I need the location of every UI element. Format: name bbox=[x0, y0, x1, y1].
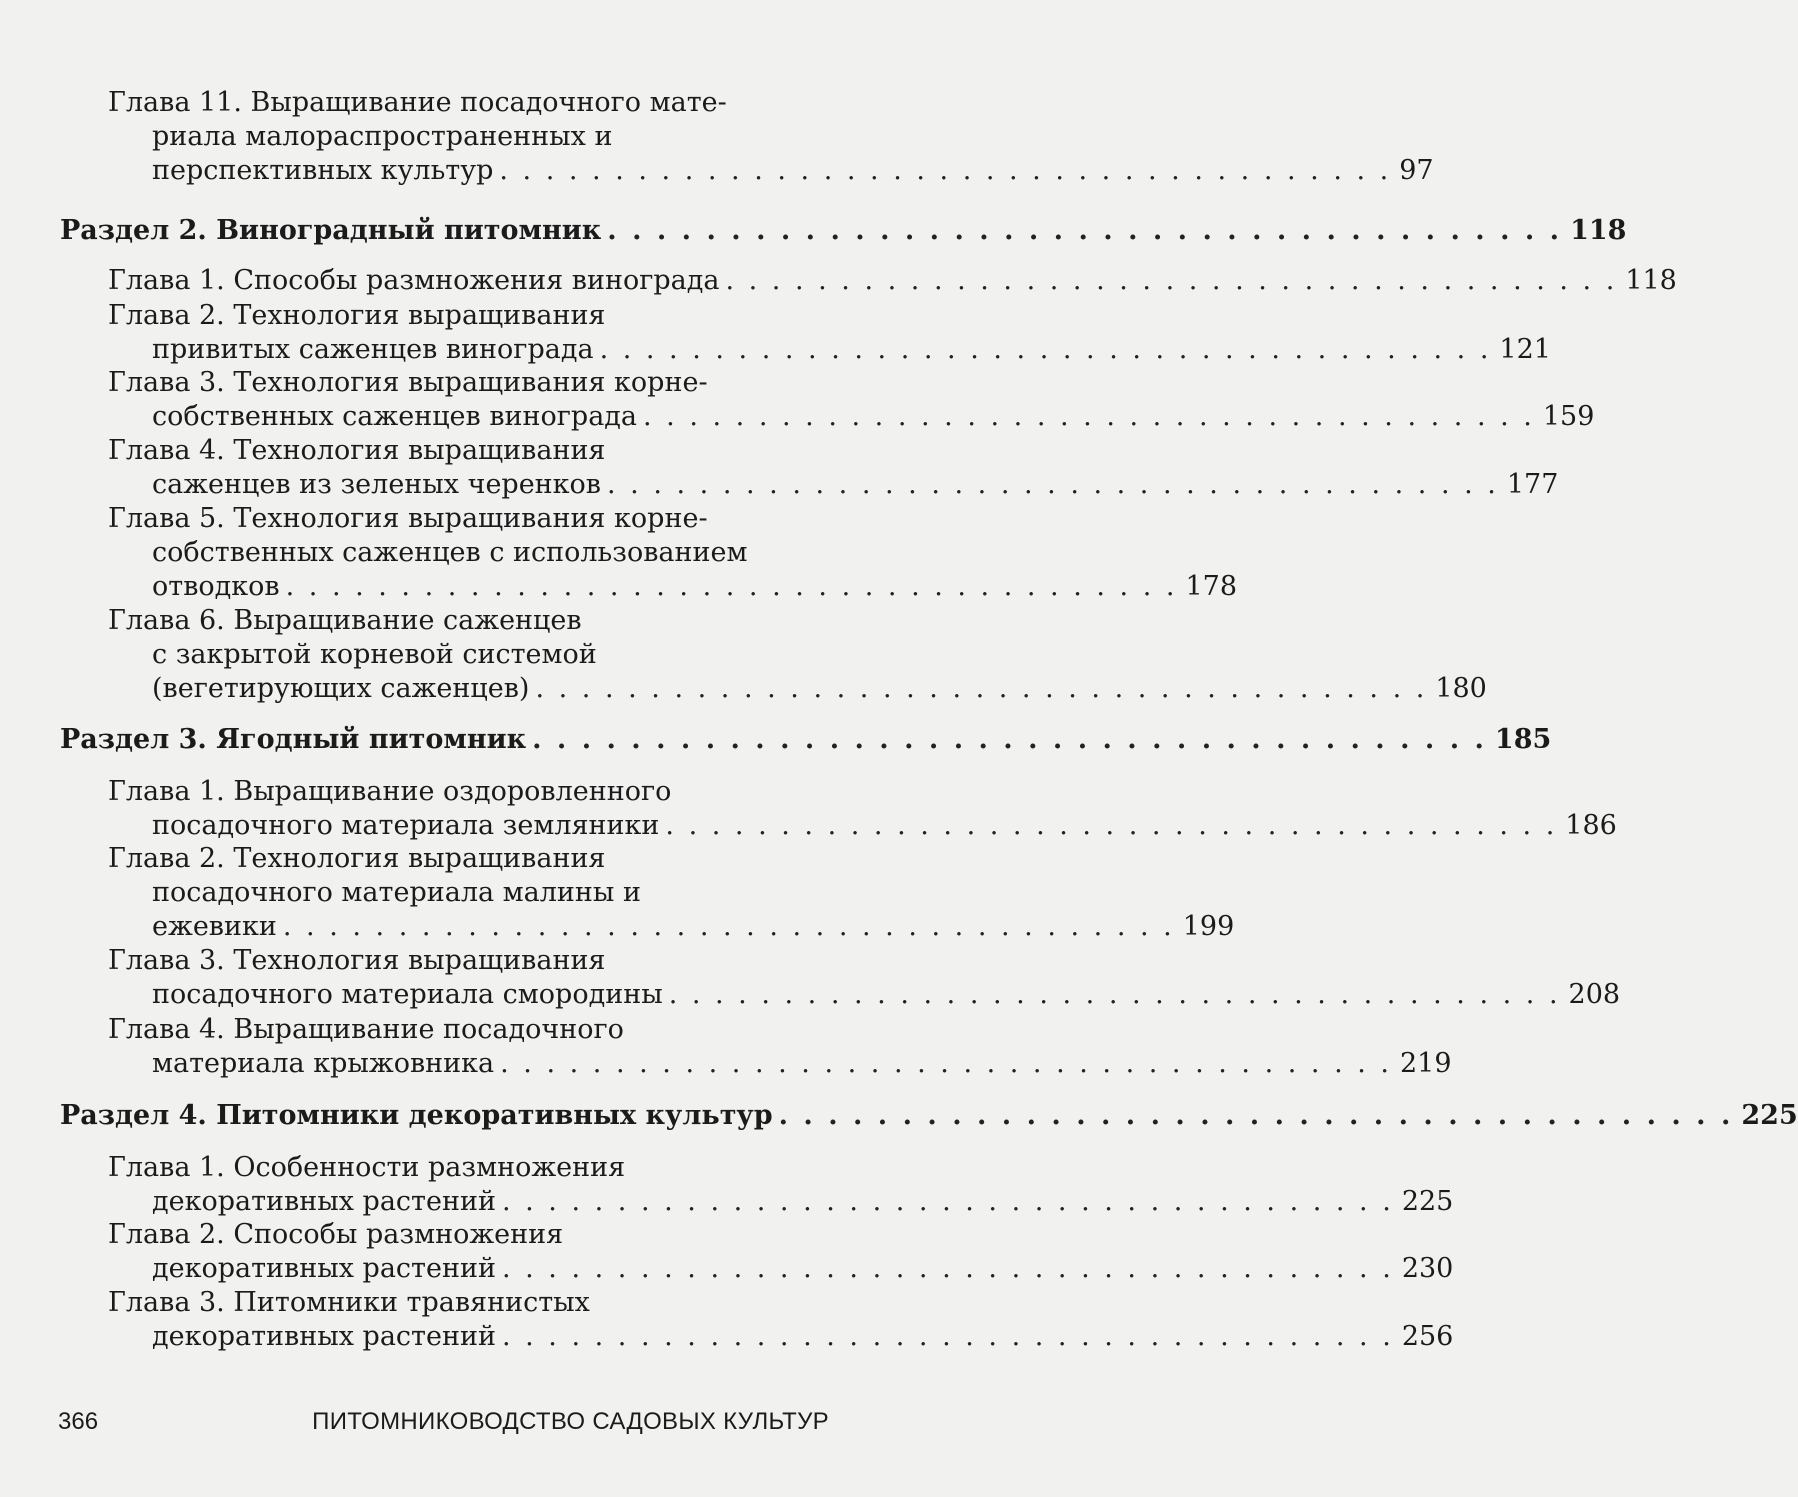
toc-line bbox=[152, 910, 1235, 944]
dot-leader: . . . . . . . . . . . . . . . . . . . . . . . . . . . . . . . . . . . . . . . bbox=[607, 215, 1563, 246]
dot-leader: . . . . . . . . . . . . . . . . . . . . . . . . . . . . . . . . . . . . . . . bbox=[500, 1048, 1392, 1079]
toc-line bbox=[108, 1151, 625, 1185]
toc-page-number: 121 bbox=[1499, 334, 1551, 365]
toc-entry-text: (вегетирующих саженцев) bbox=[152, 673, 530, 704]
toc-entry-text: декоративных растений bbox=[152, 1186, 496, 1217]
toc-line bbox=[152, 536, 748, 570]
toc-line bbox=[108, 299, 605, 333]
toc-entry-text: собственных саженцев с использованием bbox=[152, 537, 748, 568]
toc-entry-text: риала малораспространенных и bbox=[152, 121, 613, 152]
dot-leader: . . . . . . . . . . . . . . . . . . . . . . . . . . . . . . . . . . . . . . . bbox=[282, 911, 1175, 942]
dot-leader: . . . . . . . . . . . . . . . . . . . . . . . . . . . . . . . . . . . . . . . bbox=[532, 724, 1487, 755]
dot-leader: . . . . . . . . . . . . . . . . . . . . . . . . . . . . . . . . . . . . . . . bbox=[668, 979, 1561, 1010]
dot-leader: . . . . . . . . . . . . . . . . . . . . . . . . . . . . . . . . . . . . . . . bbox=[501, 1186, 1394, 1217]
toc-line bbox=[108, 86, 727, 120]
toc-entry-text: Глава 3. Технология выращивания корне- bbox=[108, 367, 708, 398]
toc-line bbox=[108, 842, 605, 876]
toc-entry-text: Глава 1. Выращивание оздоровленного bbox=[108, 776, 672, 807]
running-title: ПИТОМНИКОВОДСТВО САДОВЫХ КУЛЬТУР bbox=[312, 1408, 829, 1435]
toc-line bbox=[60, 723, 1552, 757]
toc-line bbox=[108, 264, 1677, 298]
dot-leader: . . . . . . . . . . . . . . . . . . . . . . . . . . . . . . . . . . . . . . . bbox=[285, 571, 1178, 602]
toc-entry-text: Глава 3. Технология выращивания bbox=[108, 945, 606, 976]
toc-entry-text: Глава 6. Выращивание саженцев bbox=[108, 605, 582, 636]
toc-line bbox=[152, 1185, 1454, 1219]
toc-entry-text: посадочного материала земляники bbox=[152, 810, 660, 841]
toc-line bbox=[152, 876, 641, 910]
toc-page-number: 208 bbox=[1568, 979, 1621, 1010]
toc-entry-text: Раздел 2. Виноградный питомник bbox=[60, 215, 602, 246]
toc-line bbox=[152, 1047, 1452, 1081]
toc-entry-text: посадочного материала смородины bbox=[152, 979, 663, 1010]
toc-page-number: 178 bbox=[1185, 571, 1238, 602]
toc-entry-text: Раздел 3. Ягодный питомник bbox=[60, 724, 527, 755]
toc-line bbox=[108, 1218, 563, 1252]
dot-leader: . . . . . . . . . . . . . . . . . . . . . . . . . . . . . . . . . . . . . . . bbox=[535, 673, 1428, 704]
dot-leader: . . . . . . . . . . . . . . . . . . . . . . . . . . . . . . . . . . . . . . . bbox=[607, 469, 1499, 500]
toc-entry-text: привитых саженцев винограда bbox=[152, 334, 594, 365]
dot-leader: . . . . . . . . . . . . . . . . . . . . . . . . . . . . . . . . . . . . . . . bbox=[501, 1253, 1394, 1284]
toc-page-number: 177 bbox=[1506, 469, 1559, 500]
toc-entry-text: Глава 2. Способы размножения bbox=[108, 1219, 564, 1250]
toc-entry-text: Глава 4. Выращивание посадочного bbox=[108, 1014, 624, 1045]
toc-page-number: 199 bbox=[1182, 911, 1235, 942]
toc-page-number: 118 bbox=[1625, 265, 1677, 296]
toc-entry-text: с закрытой корневой системой bbox=[152, 639, 597, 670]
toc-entry-text: материала крыжовника bbox=[152, 1048, 495, 1079]
toc-entry-text: Глава 1. Особенности размножения bbox=[108, 1152, 626, 1183]
toc-line bbox=[152, 570, 1238, 604]
toc-entry-text: перспективных культур bbox=[152, 155, 494, 186]
page-number: 366 bbox=[58, 1408, 99, 1435]
toc-page-number: 180 bbox=[1435, 673, 1487, 704]
toc-line bbox=[108, 1013, 624, 1047]
toc-line bbox=[152, 154, 1434, 188]
toc-entry-text: Глава 5. Технология выращивания корне- bbox=[108, 503, 708, 534]
toc-line bbox=[108, 434, 605, 468]
toc-page-number: 225 bbox=[1741, 1100, 1798, 1131]
toc-line bbox=[108, 775, 671, 809]
toc-line bbox=[152, 120, 612, 154]
toc-line bbox=[108, 944, 605, 978]
toc-entry-text: Глава 2. Технология выращивания bbox=[108, 843, 606, 874]
toc-entry-text: Раздел 4. Питомники декоративных культур bbox=[60, 1100, 773, 1131]
dot-leader: . . . . . . . . . . . . . . . . . . . . . . . . . . . . . . . . . . . . . . . bbox=[599, 334, 1492, 365]
toc-line bbox=[152, 333, 1551, 367]
dot-leader: . . . . . . . . . . . . . . . . . . . . . . . . . . . . . . . . . . . . . . . bbox=[778, 1100, 1734, 1131]
toc-entry-text: декоративных растений bbox=[152, 1253, 496, 1284]
toc-page-number: 230 bbox=[1401, 1253, 1454, 1284]
toc-line bbox=[60, 214, 1627, 248]
toc-line bbox=[152, 672, 1487, 706]
toc-entry-text: Глава 4. Технология выращивания bbox=[108, 435, 606, 466]
toc-line bbox=[108, 1286, 590, 1320]
dot-leader: . . . . . . . . . . . . . . . . . . . . . . . . . . . . . . . . . . . . . . . bbox=[501, 1321, 1394, 1352]
toc-page-number: 256 bbox=[1401, 1321, 1454, 1352]
toc-entry-text: Глава 11. Выращивание посадочного мате- bbox=[108, 87, 727, 118]
toc-line bbox=[152, 468, 1559, 502]
toc-line bbox=[108, 604, 582, 638]
toc-line bbox=[152, 1320, 1454, 1354]
dot-leader: . . . . . . . . . . . . . . . . . . . . . . . . . . . . . . . . . . . . . . . bbox=[665, 810, 1558, 841]
toc-line bbox=[108, 366, 708, 400]
toc-page-number: 219 bbox=[1400, 1048, 1452, 1079]
toc-line bbox=[108, 502, 708, 536]
dot-leader: . . . . . . . . . . . . . . . . . . . . . . . . . . . . . . . . . . . . . . . bbox=[499, 155, 1392, 186]
dot-leader: . . . . . . . . . . . . . . . . . . . . . . . . . . . . . . . . . . . . . . . bbox=[725, 265, 1618, 296]
toc-page-number: 225 bbox=[1401, 1186, 1454, 1217]
toc-entry-text: саженцев из зеленых черенков bbox=[152, 469, 602, 500]
toc-line bbox=[152, 638, 597, 672]
toc-line bbox=[152, 978, 1621, 1012]
toc-page-number: 159 bbox=[1542, 401, 1595, 432]
toc-entry-text: посадочного материала малины и bbox=[152, 877, 641, 908]
toc-line bbox=[152, 1252, 1454, 1286]
toc-page-number: 118 bbox=[1570, 215, 1627, 246]
toc-line bbox=[60, 1099, 1798, 1133]
toc-entry-text: Глава 2. Технология выращивания bbox=[108, 300, 606, 331]
toc-entry-text: собственных саженцев винограда bbox=[152, 401, 638, 432]
toc-entry-text: ежевики bbox=[152, 911, 277, 942]
toc-entry-text: Глава 3. Питомники травянистых bbox=[108, 1287, 590, 1318]
toc-page-number: 97 bbox=[1399, 155, 1434, 186]
toc-page-number: 186 bbox=[1565, 810, 1617, 841]
toc-entry-text: Глава 1. Способы размножения винограда bbox=[108, 265, 720, 296]
toc-page-number: 185 bbox=[1494, 724, 1552, 755]
toc-entry-text: отводков bbox=[152, 571, 280, 602]
toc-line bbox=[152, 400, 1595, 434]
toc-entry-text: декоративных растений bbox=[152, 1321, 496, 1352]
dot-leader: . . . . . . . . . . . . . . . . . . . . . . . . . . . . . . . . . . . . . . . bbox=[643, 401, 1535, 432]
toc-line bbox=[152, 809, 1617, 843]
